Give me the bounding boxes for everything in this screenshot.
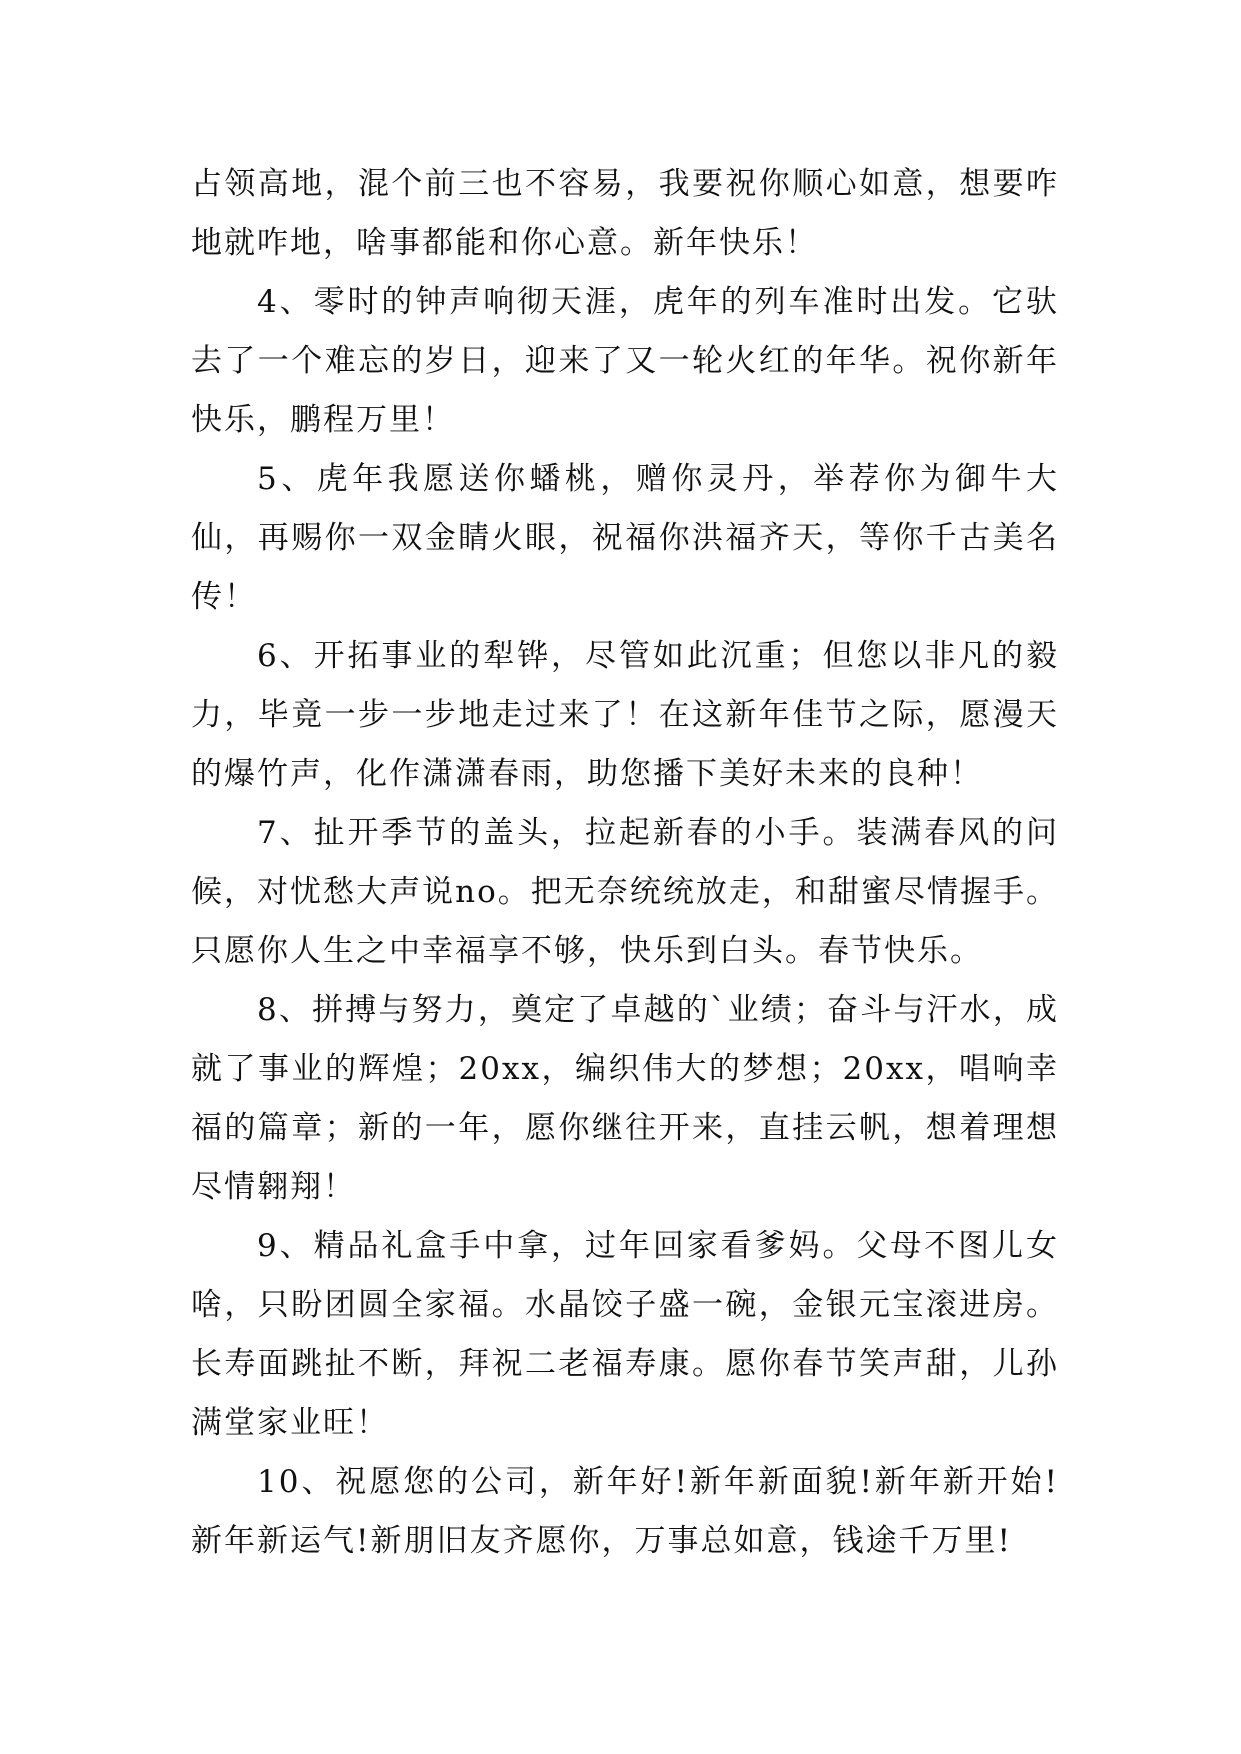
paragraph-item-4: 4、零时的钟声响彻天涯，虎年的列车准时出发。它驮去了一个难忘的岁日，迎来了又一轮火红的年华。祝你新年快乐，鹏程万里！: [191, 284, 1059, 438]
paragraph-item-6: 6、开拓事业的犁铧，尽管如此沉重；但您以非凡的毅力，毕竟一步一步地走过来了！在这新年佳节之际，愿漫天的爆竹声，化作潇潇春雨，助您播下美好未来的良种！: [191, 638, 1059, 792]
document-body: [191, 155, 1059, 1571]
paragraph-item-10: 10、祝愿您的公司，新年好!新年新面貌!新年新开始!新年新运气!新朋旧友齐愿你，万事总如意，钱途千万里!: [191, 1464, 1059, 1559]
paragraph-item-8: 8、拼搏与努力，奠定了卓越的`业绩；奋斗与汗水，成就了事业的辉煌；20xx，编织伟大的梦想；20xx，唱响幸福的篇章；新的一年，愿你继往开来，直挂云帆，想着理想尽情翱翔！: [191, 992, 1059, 1205]
paragraph-item-7: 7、扯开季节的盖头，拉起新春的小手。装满春风的问候，对忧愁大声说no。把无奈统统放走，和甜蜜尽情握手。只愿你人生之中幸福享不够，快乐到白头。春节快乐。: [191, 815, 1059, 969]
paragraph-item-9: 9、精品礼盒手中拿，过年回家看爹妈。父母不图儿女啥，只盼团圆全家福。水晶饺子盛一碗，金银元宝滚进房。长寿面跳扯不断，拜祝二老福寿康。愿你春节笑声甜，儿孙满堂家业旺！: [191, 1228, 1059, 1441]
paragraph-continuation: 占领高地，混个前三也不容易，我要祝你顺心如意，想要咋地就咋地，啥事都能和你心意。新年快乐！: [191, 166, 1059, 261]
paragraph-item-5: 5、虎年我愿送你蟠桃，赠你灵丹，举荐你为御牛大仙，再赐你一双金睛火眼，祝福你洪福齐天，等你千古美名传！: [191, 461, 1059, 615]
